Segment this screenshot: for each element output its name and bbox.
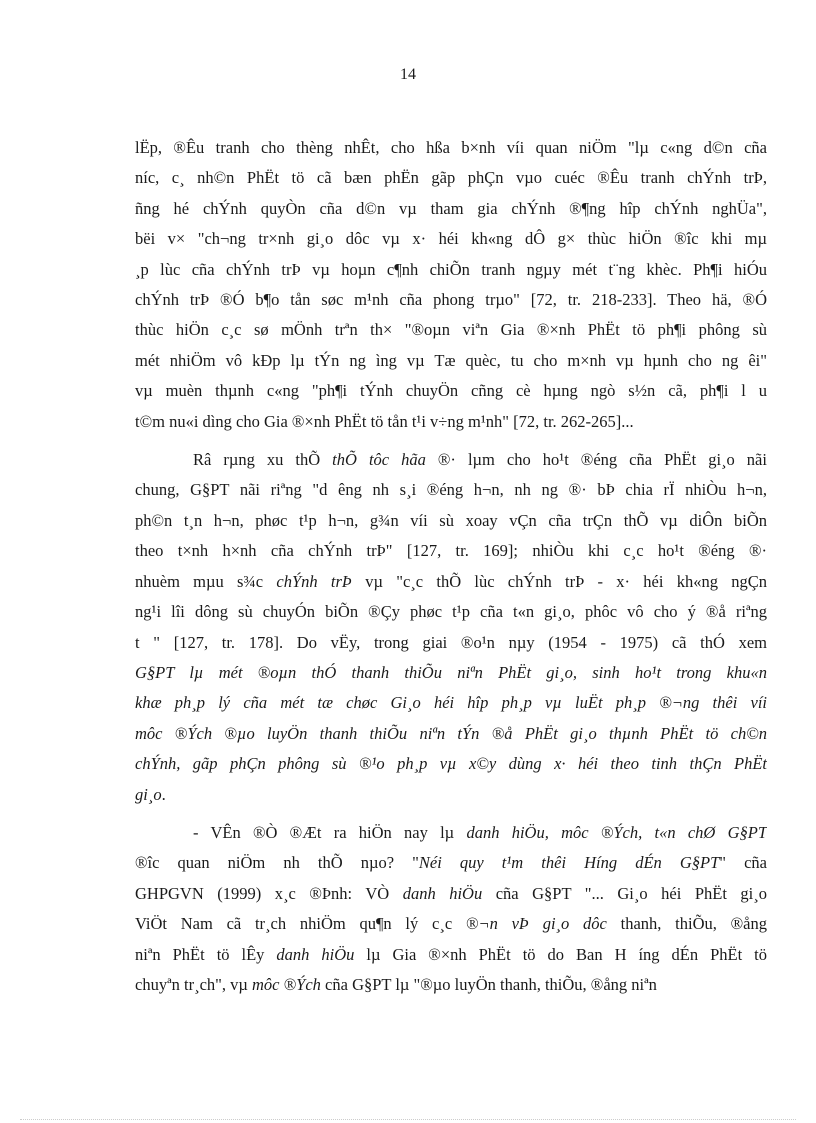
text-line [135, 133, 767, 163]
text-line [135, 285, 767, 315]
text-run: thùc hiÖn c¸c sø mÖnh trªn th× "®oµn viªn Gia ®×nh PhËt tö ph¶i phông sù [135, 320, 767, 340]
italic-text: ®¬n vÞ gi¸o dôc [465, 914, 607, 934]
text-line [135, 658, 767, 688]
text-run: t©m nu«i dìng cho Gia ®×nh PhËt tö tån t¹i v÷ng m¹nh" [72, tr. 262-265]... [135, 411, 634, 431]
text-run: ®· lµm cho ho¹t ®éng cña PhËt gi¸o nãi [425, 450, 767, 470]
text-run: bëi v× "ch¬ng tr×nh gi¸o dôc vµ x· héi kh«ng dÔ g× thùc hiÖn ®îc khi mµ [135, 229, 767, 249]
text-run: vµ muèn thµnh c«ng "ph¶i tÝnh chuyÖn cñng cè hµng ngò s½n cã, ph¶i l u [135, 381, 767, 401]
text-line [135, 255, 767, 285]
text-run: mét nhiÖm vô kÐp lµ tÝn ng ìng vµ Tæ quèc, tu cho m×nh vµ hµnh cho ng êi" [135, 350, 767, 370]
text-line [135, 346, 767, 376]
text-run: chung, G§PT nãi riªng "d êng nh s¸i ®éng h¬n, nh ng ®· bÞ chia rÏ nhiÒu h¬n, [135, 480, 767, 500]
text-run: . [161, 784, 166, 804]
page-number: 14 [400, 66, 416, 83]
text-line [135, 780, 767, 810]
text-line [135, 597, 767, 627]
text-run: vµ "c¸c thÕ lùc chÝnh trÞ - x· héi kh«ng ngÇn [351, 571, 767, 591]
text-line [135, 506, 767, 536]
text-run: theo t×nh h×nh cña chÝnh trÞ" [127, tr. 169]; nhiÒu khi c¸c ho¹t ®éng ®· [135, 541, 767, 561]
text-line [135, 475, 767, 505]
italic-text: danh hiÖu, môc ®Ých, t«n chØ G§PT [466, 822, 767, 842]
text-run: thanh, thiÕu, ®ång [606, 914, 767, 934]
text-line [135, 224, 767, 254]
italic-text: danh hiÖu [402, 883, 483, 903]
text-line [135, 194, 767, 224]
paragraph [135, 445, 767, 810]
italic-text: gi¸o [135, 784, 162, 804]
text-run: ®îc quan niÖm nh thÕ nµo? " [135, 853, 419, 873]
text-run: Râ rµng xu thÕ [193, 450, 333, 470]
text-run: níc, c¸ nh©n PhËt tö cã bæn phËn gãp phÇn vµo cuéc ®Êu tranh chÝnh trÞ, [135, 168, 767, 188]
italic-text: chÝnh trÞ [276, 571, 352, 591]
paragraph [135, 818, 767, 1000]
text-run: cña G§PT lµ "®µo luyÖn thanh, thiÕu, ®ång niªn [320, 974, 657, 994]
text-line [135, 749, 767, 779]
italic-text: chÝnh, gãp phÇn phông sù ®¹o ph¸p vµ x©y dùng x· héi theo tinh thÇn PhËt [135, 754, 767, 774]
text-run: ViÖt Nam cã tr¸ch nhiÖm qu¶n lý c¸c [135, 914, 466, 934]
text-run: ng¹i lîi dông sù chuyÓn biÕn ®Çy phøc t¹p cña t«n gi¸o, phôc vô cho ý ®å riªng [135, 602, 767, 622]
text-line [135, 848, 767, 878]
text-line [135, 879, 767, 909]
text-run: - VÊn ®Ò ®Æt ra hiÖn nay lµ [193, 822, 467, 842]
text-line [135, 940, 767, 970]
text-line [135, 163, 767, 193]
text-run: niªn PhËt tö lÊy [135, 944, 277, 964]
text-run: lµ Gia ®×nh PhËt tö do Ban H íng dÉn PhËt tö [354, 944, 767, 964]
text-run: " cña [719, 853, 767, 873]
italic-text: khæ ph¸p lý cña mét tæ chøc Gi¸o héi hîp ph¸p vµ luËt ph¸p ®¬ng thêi víi [135, 693, 767, 713]
text-line [135, 688, 767, 718]
text-run: lËp, ®Êu tranh cho thèng nhÊt, cho hßa b×nh víi quan niÖm "lµ c«ng d©n cña [135, 138, 767, 157]
text-run: chuyªn tr¸ch", vµ [135, 974, 253, 994]
text-line [135, 818, 767, 848]
text-line [135, 407, 767, 437]
text-line [135, 628, 767, 658]
text-line [135, 315, 767, 345]
italic-text: môc ®Ých ®µo luyÖn thanh thiÕu niªn tÝn ®å PhËt gi¸o thµnh PhËt tö ch©n [135, 723, 767, 743]
document-body [135, 133, 767, 1000]
text-line [135, 970, 767, 1000]
italic-text: danh hiÖu [276, 944, 355, 964]
text-line [135, 567, 767, 597]
text-run: ¸p lùc cña chÝnh trÞ vµ hoµn c¶nh chiÕn tranh ngµy mét t¨ng khèc. Ph¶i hiÓu [135, 259, 767, 279]
text-line [135, 445, 767, 475]
text-run: GHPGVN (1999) x¸c ®Þnh: VÒ [135, 883, 403, 903]
italic-text: Néi quy t¹m thêi Híng dÉn G§PT [418, 853, 720, 873]
italic-text: G§PT lµ mét ®oµn thÓ thanh thiÕu niªn PhËt gi¸o, sinh ho¹t trong khu«n [135, 662, 767, 682]
text-line [135, 719, 767, 749]
text-line [135, 536, 767, 566]
paragraph [135, 133, 767, 437]
text-run: ñng hé chÝnh quyÒn cña d©n vµ tham gia chÝnh ®¶ng hîp chÝnh nghÜa", [135, 198, 767, 218]
text-run: nhuèm mµu s¾c [135, 571, 277, 591]
text-line [135, 909, 767, 939]
text-run: chÝnh trÞ ®Ó b¶o tån søc m¹nh cña phong trµo" [72, tr. 218-233]. Theo hä, ®Ó [135, 290, 767, 310]
text-run: t " [127, tr. 178]. Do vËy, trong giai ®o¹n nµy (1954 - 1975) cã thÓ xem [135, 632, 767, 652]
page-bottom-divider [20, 1119, 796, 1120]
text-run: cña G§PT "... Gi¸o héi PhËt gi¸o [482, 883, 767, 903]
text-line [135, 376, 767, 406]
text-run: ph©n t¸n h¬n, phøc t¹p h¬n, g¾n víi sù xoay vÇn cña trÇn thÕ vµ diÔn biÕn [135, 510, 767, 530]
italic-text: môc ®Ých [252, 974, 321, 994]
italic-text: thÕ tôc hãa [332, 450, 426, 470]
